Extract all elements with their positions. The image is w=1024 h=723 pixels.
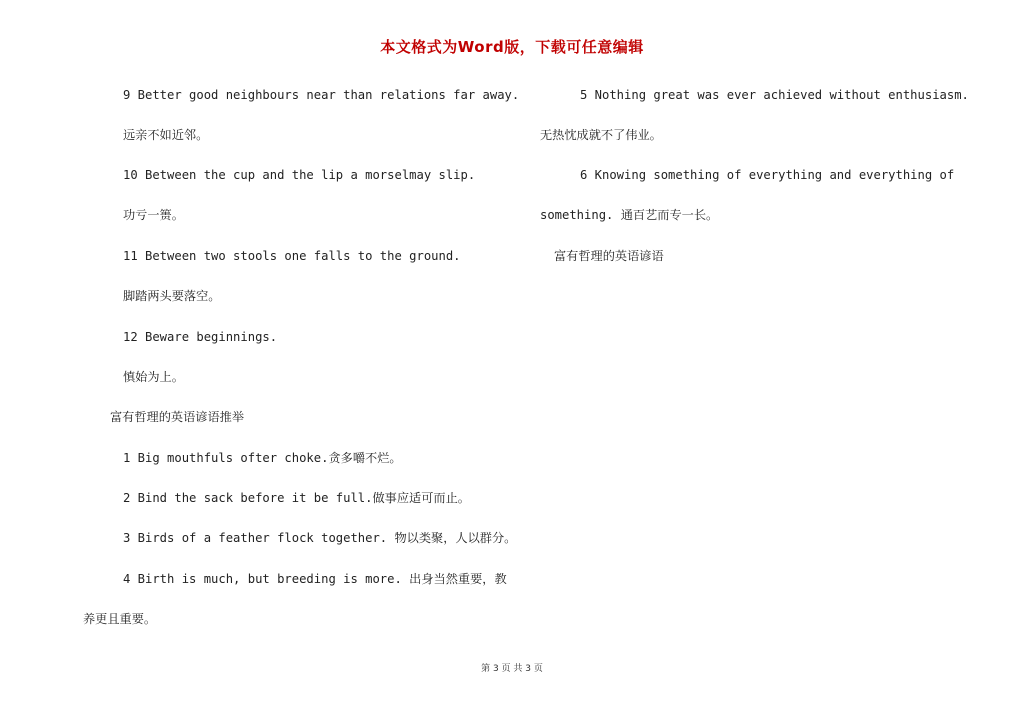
proverb-line: 9 Better good neighbours near than relations far away. [123,88,520,102]
section-heading: 富有哲理的英语谚语 [554,249,664,263]
proverb-line: 2 Bind the sack before it be full.做事应适可而止。 [123,491,470,505]
page-number-footer: 第 3 页 共 3 页 [481,664,543,674]
section-heading: 富有哲理的英语谚语推举 [110,410,245,424]
proverb-line-continuation: something. 通百艺而专一长。 [540,208,719,222]
proverb-line: 5 Nothing great was ever achieved without enthusiasm. [580,88,969,102]
proverb-line: 3 Birds of a feather flock together. 物以类聚，人以群分。 [123,531,517,545]
proverb-translation: 远亲不如近邻。 [123,128,209,142]
proverb-line: 1 Big mouthfuls ofter choke.贪多嚼不烂。 [123,451,402,465]
proverb-translation: 无热忱成就不了伟业。 [540,128,662,142]
proverb-translation: 功亏一篑。 [123,208,184,222]
proverb-line: 6 Knowing something of everything and everything of [580,168,955,182]
proverb-translation: 脚踏两头要落空。 [123,289,221,303]
proverb-line: 4 Birth is much, but breeding is more. 出身当然重要，教 [123,572,507,586]
page-header-title: 本文格式为Word版，下载可任意编辑 [380,38,644,56]
proverb-line: 12 Beware beginnings. [123,330,278,344]
proverb-line-continuation: 养更且重要。 [83,612,157,626]
proverb-translation: 慎始为上。 [123,370,184,384]
proverb-line: 11 Between two stools one falls to the ground. [123,249,461,263]
proverb-line: 10 Between the cup and the lip a morselmay slip. [123,168,476,182]
